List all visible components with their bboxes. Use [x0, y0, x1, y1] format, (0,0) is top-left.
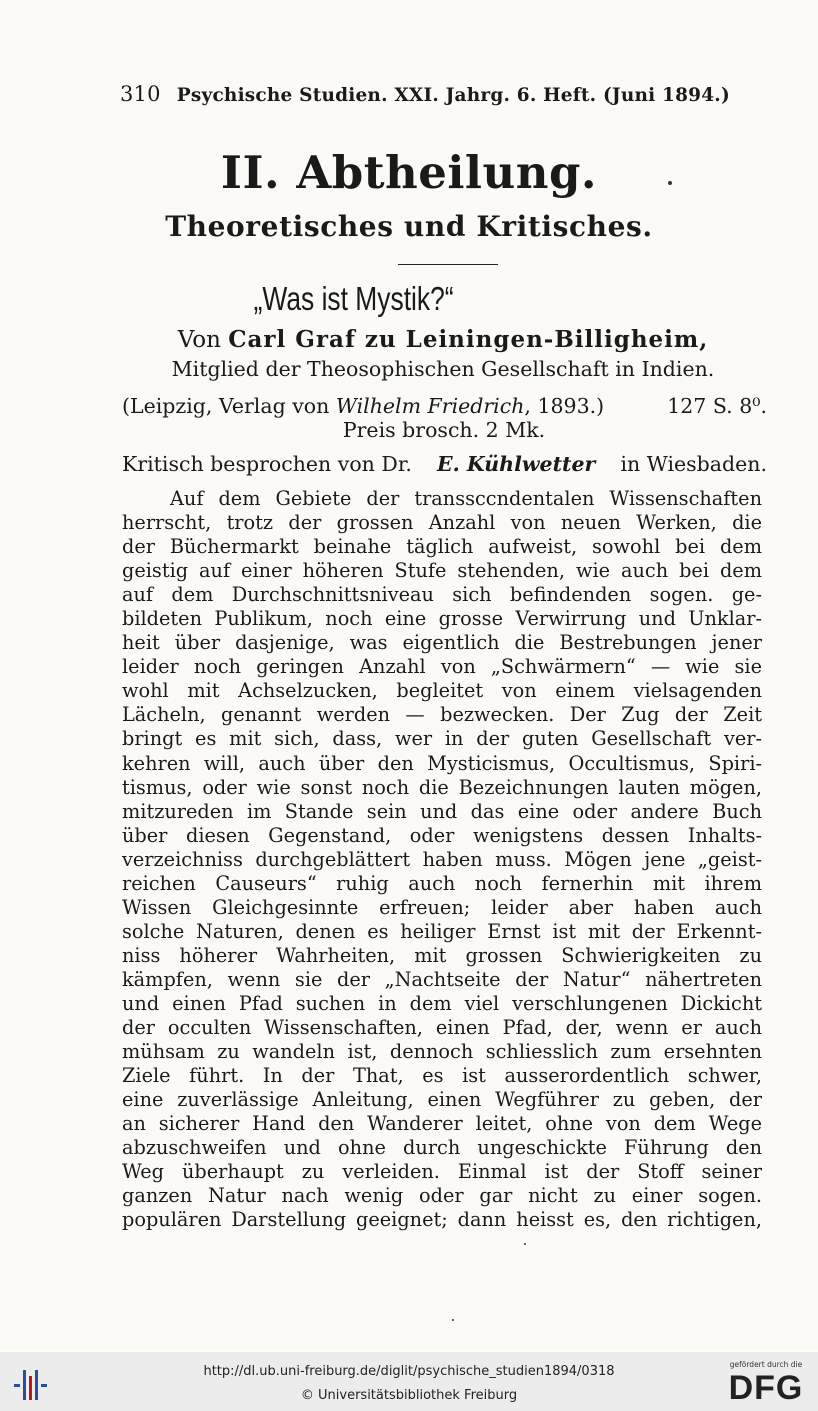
dfg-logo: DFG: [728, 1369, 804, 1407]
author-prefix: Von: [177, 327, 221, 353]
publication-info: [122, 394, 604, 418]
body-line: populären Darstellung geeignet; dann heisst es, den richtigen,: [122, 1208, 762, 1232]
body-line: wohl mit Achselzucken, begleitet von einem vielsagenden: [122, 679, 762, 703]
body-line: verzeichniss durchgeblättert haben muss. Mögen jene „geist-: [122, 847, 762, 871]
review-suffix: in Wiesbaden.: [620, 452, 767, 476]
price-line: Preis brosch. 2 Mk.: [342, 418, 546, 442]
body-line: ganzen Natur nach wenig oder gar nicht zu einer sogen.: [122, 1184, 762, 1208]
body-line: heit über dasjenige, was eigentlich die Bestrebungen jener: [122, 631, 762, 655]
running-head: [120, 82, 730, 106]
body-line: solche Naturen, denen es heiliger Ernst ist mit der Erkennt-: [122, 919, 762, 943]
reviewer-name: E. Kühlwetter: [437, 452, 596, 476]
author-affiliation: Mitglied der Theosophischen Gesellschaft in Indien.: [171, 357, 715, 381]
document-url[interactable]: http://dl.ub.uni-freiburg.de/diglit/psychische_studien1894/0318: [203, 1364, 615, 1379]
body-line: Wissen Gleichgesinnte erfreuen; leider aber haben auch: [122, 895, 762, 919]
footer-bar: [0, 1352, 818, 1411]
body-line: herrscht, trotz der grossen Anzahl von neuen Werken, die: [122, 511, 762, 535]
body-line: über diesen Gegenstand, oder wenigstens dessen Inhalts-: [122, 823, 762, 847]
author-name: Carl Graf zu Leiningen-Billigheim,: [228, 326, 709, 353]
body-line: reichen Causeurs“ ruhig auch noch fernerhin mit ihrem: [122, 871, 762, 895]
review-prefix: Kritisch besprochen von Dr.: [122, 452, 412, 476]
body-line: und einen Pfad suchen in dem viel verschlungenen Dickicht: [122, 991, 762, 1015]
copyright-notice: © Universitätsbibliothek Freiburg: [300, 1388, 518, 1403]
publication-line: [122, 394, 767, 418]
body-line: bringt es mit sich, dass, wer in der guten Gesellschaft ver-: [122, 727, 762, 751]
body-line: Weg überhaupt zu verleiden. Einmal ist der Stoff seiner: [122, 1160, 762, 1184]
page-number: 310: [120, 82, 161, 106]
publication-year: , 1893.): [524, 394, 605, 418]
review-line: [122, 452, 767, 476]
body-text: [122, 487, 762, 1232]
body-line: Lächeln, genannt werden — bezwecken. Der Zug der Zeit: [122, 703, 762, 727]
publication-size: 127 S. 8⁰.: [667, 394, 767, 418]
body-line: mitzureden im Stande sein und das eine oder andere Buch: [122, 799, 762, 823]
body-line: kämpfen, wenn sie der „Nachtseite der Natur“ nähertreten: [122, 967, 762, 991]
section-title: II. Abtheilung.: [220, 146, 598, 199]
speck-mark: [452, 1319, 454, 1321]
body-line: kehren will, auch über den Mysticismus, Occultismus, Spiri-: [122, 751, 762, 775]
section-subtitle: Theoretisches und Kritisches.: [165, 210, 653, 243]
body-line: der Büchermarkt beinahe täglich aufweist, sowohl bei dem: [122, 535, 762, 559]
body-line: an sicherer Hand den Wanderer leitet, ohne von dem Wege: [122, 1112, 762, 1136]
author-line: [0, 326, 818, 353]
body-line: der occulten Wissenschaften, einen Pfad, der, wenn er auch: [122, 1016, 762, 1040]
article-title: „Was ist Mystik?“: [253, 280, 454, 317]
publication-prefix: (Leipzig, Verlag von: [122, 394, 330, 418]
body-line: mühsam zu wandeln ist, dennoch schliesslich zum ersehnten: [122, 1040, 762, 1064]
body-line: leider noch geringen Anzahl von „Schwärmern“ — wie sie: [122, 655, 762, 679]
body-line: abzuschweifen und ohne durch ungeschickte Führung den: [122, 1136, 762, 1160]
body-line: niss höherer Wahrheiten, mit grossen Schwierigkeiten zu: [122, 943, 762, 967]
title-divider: [398, 264, 498, 265]
body-line: geistig auf einer höheren Stufe stehenden, wie auch bei dem: [122, 559, 762, 583]
body-line: tismus, oder wie sonst noch die Bezeichnungen lauten mögen,: [122, 775, 762, 799]
body-line: eine zuverlässige Anleitung, einen Wegführer zu geben, der: [122, 1088, 762, 1112]
funder-note: gefördert durch die: [729, 1360, 803, 1369]
publisher-name: Wilhelm Friedrich: [335, 394, 525, 418]
running-title: Psychische Studien. XXI. Jahrg. 6. Heft. (Juni 1894.): [176, 85, 730, 106]
body-line: Ziele führt. In der That, es ist ausserordentlich schwer,: [122, 1064, 762, 1088]
body-line: bildeten Publikum, noch eine grosse Verwirrung und Unklar-: [122, 607, 762, 631]
speck-mark: [524, 1243, 526, 1245]
speck-mark: [668, 181, 672, 185]
body-line: Auf dem Gebiete der transsccndentalen Wissenschaften: [170, 487, 762, 510]
body-line: auf dem Durchschnittsniveau sich befindenden sogen. ge-: [122, 583, 762, 607]
